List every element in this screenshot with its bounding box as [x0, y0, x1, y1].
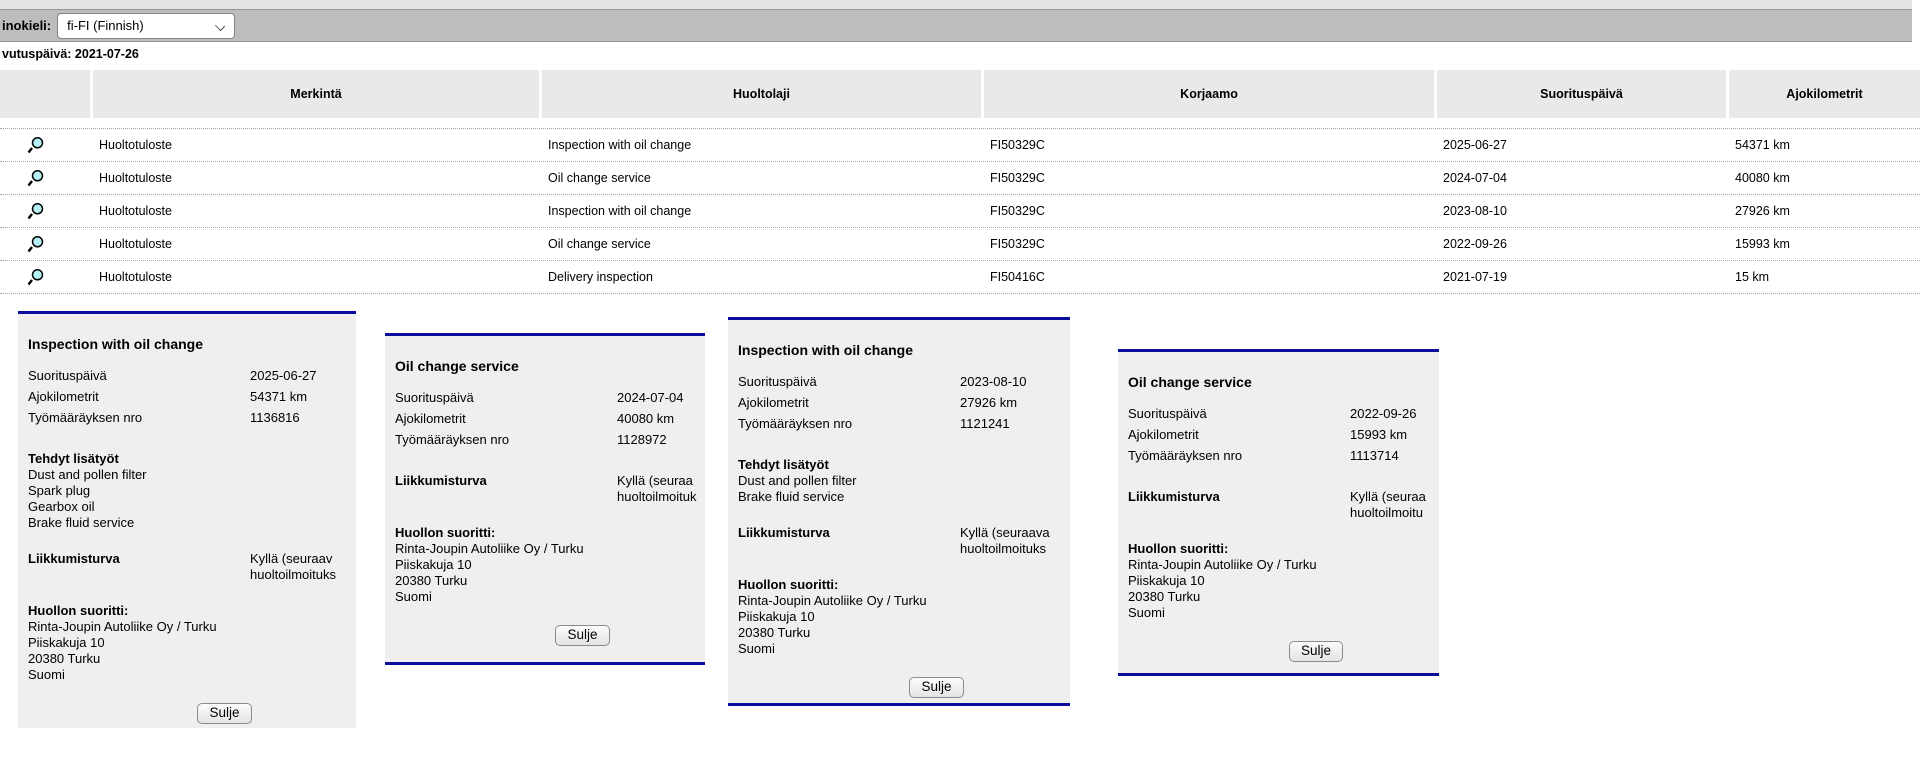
cell-korjaamo: FI50329C [990, 171, 1045, 185]
order-value: 1128972 [617, 432, 667, 447]
cell-ajokilometrit: 54371 km [1735, 138, 1790, 152]
performed-by-label: Huollon suoritti: [28, 603, 129, 618]
date-label: Suorituspäivä [28, 368, 107, 383]
performed-by-label: Huollon suoritti: [395, 525, 496, 540]
cell-huoltolaji: Oil change service [548, 171, 651, 185]
performer-line: Piiskakuja 10 [1128, 573, 1205, 588]
cell-suorituspaiva: 2022-09-26 [1443, 237, 1507, 251]
mobility-label: Liikkumisturva [738, 525, 830, 540]
performer-line: Suomi [738, 641, 775, 656]
service-detail-card [18, 311, 356, 728]
service-detail-card [728, 317, 1070, 706]
performer-line: Piiskakuja 10 [28, 635, 105, 650]
header-ajokilometrit: Ajokilometrit [1729, 70, 1920, 118]
km-label: Ajokilometrit [1128, 427, 1199, 442]
performer-line: 20380 Turku [738, 625, 811, 640]
order-label: Työmääräyksen nro [395, 432, 510, 447]
date-value: 2022-09-26 [1350, 406, 1417, 421]
language-bar [0, 9, 1912, 42]
extra-work-item: Dust and pollen filter [738, 473, 857, 488]
extra-work-section [738, 457, 1060, 505]
cell-korjaamo: FI50329C [990, 204, 1045, 218]
cell-korjaamo: FI50329C [990, 237, 1045, 251]
performed-by-label: Huollon suoritti: [1128, 541, 1229, 556]
performer-line: 20380 Turku [1128, 589, 1201, 604]
mobility-label: Liikkumisturva [1128, 489, 1220, 504]
magnifier-button[interactable] [0, 202, 90, 220]
date-value: 2023-08-10 [960, 374, 1027, 389]
extra-work-label: Tehdyt lisätyöt [28, 451, 119, 466]
km-label: Ajokilometrit [28, 389, 99, 404]
km-label: Ajokilometrit [395, 411, 466, 426]
header-icon-column [0, 70, 90, 118]
performer-line: Suomi [28, 667, 65, 682]
close-button[interactable]: Sulje [909, 677, 963, 698]
mobility-cover-row [28, 551, 346, 583]
cell-huoltolaji: Oil change service [548, 237, 651, 251]
card-title: Oil change service [1128, 374, 1252, 390]
cell-suorituspaiva: 2023-08-10 [1443, 204, 1507, 218]
date-value: 2025-06-27 [250, 368, 317, 383]
cell-korjaamo: FI50329C [990, 138, 1045, 152]
performed-by-label: Huollon suoritti: [738, 577, 839, 592]
cell-suorituspaiva: 2024-07-04 [1443, 171, 1507, 185]
performer-line: 20380 Turku [395, 573, 468, 588]
order-label: Työmääräyksen nro [28, 410, 143, 425]
card-title: Oil change service [395, 358, 519, 374]
language-select[interactable] [57, 13, 235, 39]
extra-work-item: Dust and pollen filter [28, 467, 147, 482]
mobility-label: Liikkumisturva [28, 551, 120, 566]
header-huoltolaji: Huoltolaji [542, 70, 981, 118]
header-merkinta: Merkintä [93, 70, 539, 118]
performer-line: Piiskakuja 10 [395, 557, 472, 572]
order-label: Työmääräyksen nro [1128, 448, 1243, 463]
table-row [0, 162, 1920, 195]
km-label: Ajokilometrit [738, 395, 809, 410]
mobility-cover-row [395, 473, 695, 505]
close-button[interactable]: Sulje [555, 625, 609, 646]
service-detail-card [385, 333, 705, 665]
language-label: inokieli: [2, 18, 52, 33]
table-row [0, 228, 1920, 261]
extra-work-item: Brake fluid service [738, 489, 845, 504]
order-value: 1121241 [960, 416, 1010, 431]
performed-by-section [28, 603, 346, 683]
performer-line: Rinta-Joupin Autoliike Oy / Turku [395, 541, 584, 556]
date-value: 2024-07-04 [617, 390, 684, 405]
performer-line: Suomi [395, 589, 432, 604]
header-korjaamo: Korjaamo [984, 70, 1434, 118]
table-body [0, 128, 1920, 294]
mobility-value: Kyllä (seuraa huoltoilmoituk [617, 473, 697, 504]
language-select-value: fi-FI (Finnish) [67, 18, 144, 33]
extra-work-item: Gearbox oil [28, 499, 95, 514]
extra-work-section [28, 451, 346, 531]
magnifier-icon [27, 268, 46, 286]
card-title: Inspection with oil change [28, 336, 204, 352]
performer-line: Piiskakuja 10 [738, 609, 815, 624]
table-row [0, 195, 1920, 228]
performed-by-section [738, 577, 1060, 657]
performed-by-section [395, 525, 695, 605]
performer-line: 20380 Turku [28, 651, 101, 666]
magnifier-icon [27, 235, 46, 253]
order-value: 1113714 [1350, 448, 1399, 463]
order-label: Työmääräyksen nro [738, 416, 853, 431]
mobility-cover-row [1128, 489, 1429, 521]
magnifier-button[interactable] [0, 169, 90, 187]
cell-korjaamo: FI50416C [990, 270, 1045, 284]
performed-by-section [1128, 541, 1429, 621]
cell-suorituspaiva: 2025-06-27 [1443, 138, 1507, 152]
header-suorituspaiva: Suorituspäivä [1437, 70, 1726, 118]
magnifier-icon [27, 136, 46, 154]
date-label: Suorituspäivä [1128, 406, 1207, 421]
table-row [0, 129, 1920, 162]
performer-line: Rinta-Joupin Autoliike Oy / Turku [1128, 557, 1317, 572]
cell-suorituspaiva: 2021-07-19 [1443, 270, 1507, 284]
extra-work-item: Spark plug [28, 483, 91, 498]
cell-merkinta: Huoltotuloste [99, 270, 172, 284]
cell-ajokilometrit: 27926 km [1735, 204, 1790, 218]
magnifier-button[interactable] [0, 136, 90, 154]
cell-huoltolaji: Delivery inspection [548, 270, 653, 284]
mobility-cover-row [738, 525, 1060, 557]
magnifier-button[interactable] [0, 268, 90, 286]
order-value: 1136816 [250, 410, 300, 425]
magnifier-icon [27, 202, 46, 220]
magnifier-button[interactable] [0, 235, 90, 253]
mobility-value: Kyllä (seuraa huoltoilmoitu [1350, 489, 1426, 520]
date-label: Suorituspäivä [738, 374, 817, 389]
magnifier-icon [27, 169, 46, 187]
cell-ajokilometrit: 15993 km [1735, 237, 1790, 251]
mobility-value: Kyllä (seuraav huoltoilmoituks [250, 551, 336, 582]
cell-merkinta: Huoltotuloste [99, 204, 172, 218]
cell-merkinta: Huoltotuloste [99, 237, 172, 251]
performer-line: Rinta-Joupin Autoliike Oy / Turku [738, 593, 927, 608]
cell-ajokilometrit: 40080 km [1735, 171, 1790, 185]
mobility-value: Kyllä (seuraava huoltoilmoituks [960, 525, 1050, 556]
extra-work-label: Tehdyt lisätyöt [738, 457, 829, 472]
close-button[interactable]: Sulje [197, 703, 251, 724]
km-value: 40080 km [617, 411, 675, 426]
service-detail-card [1118, 349, 1439, 676]
cell-huoltolaji: Inspection with oil change [548, 138, 692, 152]
mobility-label: Liikkumisturva [395, 473, 487, 488]
km-value: 27926 km [960, 395, 1018, 410]
cell-merkinta: Huoltotuloste [99, 171, 172, 185]
date-label: Suorituspäivä [395, 390, 474, 405]
table-row [0, 261, 1920, 294]
performer-line: Suomi [1128, 605, 1165, 620]
table-header [0, 70, 1920, 118]
delivery-date-line: vutuspäivä: 2021-07-26 [2, 47, 139, 61]
extra-work-item: Brake fluid service [28, 515, 135, 530]
close-button[interactable]: Sulje [1289, 641, 1343, 662]
chevron-down-icon [215, 20, 225, 30]
card-title: Inspection with oil change [738, 342, 914, 358]
cell-ajokilometrit: 15 km [1735, 270, 1770, 284]
cell-huoltolaji: Inspection with oil change [548, 204, 692, 218]
km-value: 15993 km [1350, 427, 1408, 442]
cell-merkinta: Huoltotuloste [99, 138, 172, 152]
performer-line: Rinta-Joupin Autoliike Oy / Turku [28, 619, 217, 634]
top-strip [0, 0, 1912, 9]
km-value: 54371 km [250, 389, 308, 404]
